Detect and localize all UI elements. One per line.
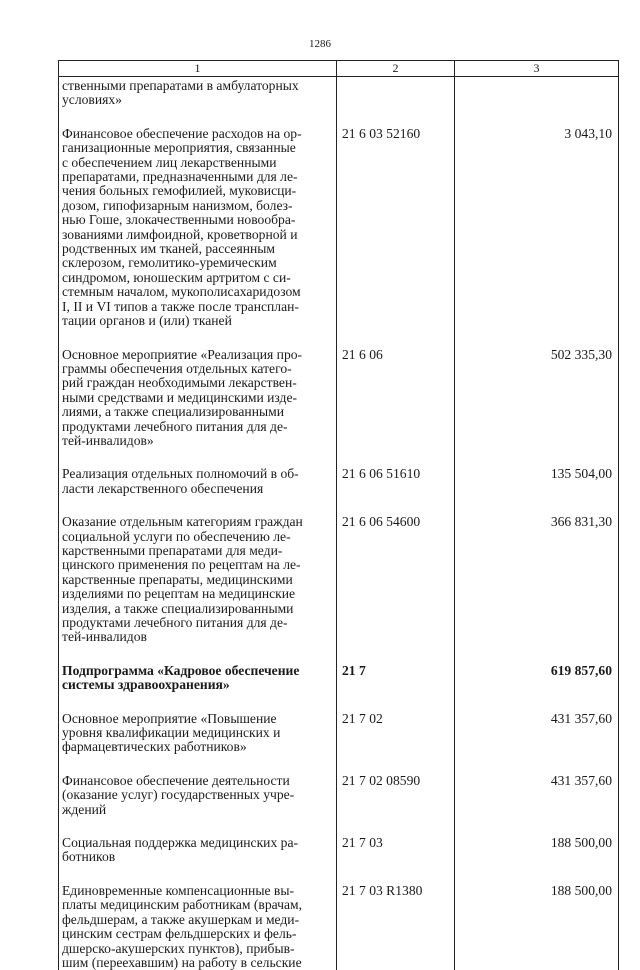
row-name-line: изделия, а также специализированными [62,602,333,616]
row-name-line: фармацевтических работников» [62,740,333,754]
row-amount-cell [455,77,619,126]
row-code-cell: 21 6 06 [337,347,455,467]
table-row [59,514,619,663]
row-name-line: с обеспечением лиц лекарственными [62,156,333,170]
row-name-line: ными средствами и медицинскими изде- [62,391,333,405]
table-row [59,883,619,970]
row-code-cell: 21 6 03 52160 [337,126,455,347]
row-name-line: Реализация отдельных полномочий в об- [62,467,333,481]
row-name-line: дозом, гипофизарным нанизмом, болез- [62,199,333,213]
row-name-line: Финансовое обеспечение расходов на ор- [62,127,333,141]
row-name-line: ганизационные мероприятия, связанные [62,141,333,155]
table-row [59,77,619,126]
row-code-cell: 21 6 06 51610 [337,466,455,514]
table-row [59,466,619,514]
row-name-line: продуктами лечебного питания для де- [62,616,333,630]
row-code-cell [337,77,455,126]
row-name-line: Основное мероприятие «Повышение [62,712,333,726]
row-name-line: тей-инвалидов [62,630,333,644]
row-name-line: цинским сестрам фельдшерских и фель- [62,927,333,941]
row-name-line: платы медицинским работникам (врачам, [62,898,333,912]
row-name-line: уровня квалификации медицинских и [62,726,333,740]
row-name-cell [59,347,337,467]
row-code-cell: 21 7 02 08590 [337,773,455,835]
row-name-line: рий граждан необходимыми лекарствен- [62,376,333,390]
row-amount-cell: 188 500,00 [455,835,619,883]
row-name-line: ждений [62,803,333,817]
row-name-line: изделиями по рецептам на медицинские [62,587,333,601]
row-code-cell: 21 7 03 [337,835,455,883]
row-name-cell [59,466,337,514]
row-name-line: I, II и VI типов а также после трансплан- [62,300,333,314]
row-name-line: тации органов и (или) тканей [62,314,333,328]
row-name-cell [59,514,337,663]
row-code-cell: 21 7 02 [337,711,455,773]
row-name-cell [59,126,337,347]
row-name-line: чения больных гемофилией, муковисци- [62,184,333,198]
row-name-line: родственных им тканей, рассеянным [62,242,333,256]
row-amount-cell: 431 357,60 [455,711,619,773]
table-body [59,77,619,970]
row-name-line: тей-инвалидов» [62,434,333,448]
row-name-line: социальной услуги по обеспечению ле- [62,530,333,544]
table-row [59,711,619,773]
row-name-line: условиях» [62,93,333,107]
row-name-line: фельдшерам, а также акушеркам и меди- [62,913,333,927]
page-number: 1286 [0,38,640,50]
row-name-line: Оказание отдельным категориям граждан [62,515,333,529]
row-name-cell [59,711,337,773]
row-name-cell [59,835,337,883]
row-name-line: Подпрограмма «Кадровое обеспечение [62,664,333,678]
row-name-cell [59,883,337,970]
row-name-line: карственными препаратами для меди- [62,544,333,558]
row-amount-cell: 619 857,60 [455,663,619,711]
row-name-line: зованиями лимфоидной, кроветворной и [62,228,333,242]
row-amount-cell: 502 335,30 [455,347,619,467]
column-header-amount: 3 [455,61,619,77]
table-row [59,347,619,467]
row-name-line: стемным началом, мукополисахаридозом [62,285,333,299]
row-name-cell [59,663,337,711]
row-name-line: системы здравоохранения» [62,678,333,692]
row-amount-cell: 3 043,10 [455,126,619,347]
budget-table [58,60,619,970]
row-name-line: препаратами, предназначенными для ле- [62,170,333,184]
row-name-line: продуктами лечебного питания для де- [62,420,333,434]
row-name-line: граммы обеспечения отдельных катего- [62,362,333,376]
row-name-line: дшерско-акушерских пунктов), прибыв- [62,942,333,956]
row-name-line: Единовременные компенсационные вы- [62,884,333,898]
row-code-cell: 21 7 03 R1380 [337,883,455,970]
row-name-line: Финансовое обеспечение деятельности [62,774,333,788]
row-name-cell [59,77,337,126]
row-name-line: ласти лекарственного обеспечения [62,482,333,496]
row-name-line: лиями, а также специализированными [62,405,333,419]
row-name-line: ственными препаратами в амбулаторных [62,79,333,93]
row-name-line: Основное мероприятие «Реализация про- [62,348,333,362]
table-row [59,773,619,835]
row-code-cell: 21 6 06 54600 [337,514,455,663]
table-row [59,126,619,347]
row-name-line: синдромом, юношеским артритом с си- [62,271,333,285]
row-name-cell [59,773,337,835]
column-header-name: 1 [59,61,337,77]
table-row [59,663,619,711]
row-name-line: нью Гоше, злокачественными новообра- [62,213,333,227]
row-name-line: Социальная поддержка медицинских ра- [62,836,333,850]
row-amount-cell: 135 504,00 [455,466,619,514]
row-code-cell: 21 7 [337,663,455,711]
row-name-line: склерозом, гемолитико-уремическим [62,256,333,270]
table-row [59,835,619,883]
column-header-code: 2 [337,61,455,77]
row-name-line: цинского применения по рецептам на ле- [62,558,333,572]
row-name-line: шим (переехавшим) на работу в сельские [62,956,333,970]
row-name-line: ботников [62,850,333,864]
row-amount-cell: 366 831,30 [455,514,619,663]
row-amount-cell: 431 357,60 [455,773,619,835]
row-name-line: карственные препараты, медицинскими [62,573,333,587]
header-row [59,61,619,77]
row-name-line: (оказание услуг) государственных учре- [62,788,333,802]
row-amount-cell: 188 500,00 [455,883,619,970]
